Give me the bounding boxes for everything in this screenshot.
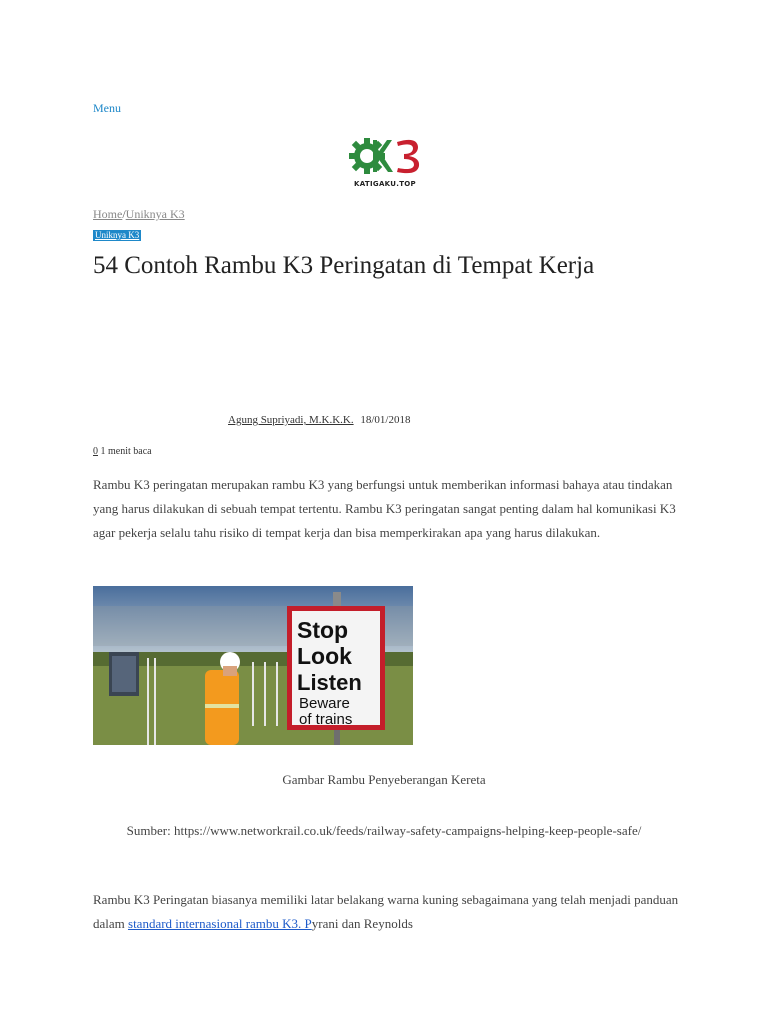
image-source: Sumber: https://www.networkrail.co.uk/feeds/railway-safety-campaigns-helping-keep-people-safe/ <box>126 823 642 838</box>
breadcrumb-home[interactable]: Home <box>93 207 123 221</box>
standard-link[interactable]: standard internasional rambu K3. P <box>128 916 312 931</box>
sign-text-of-trains: of trains <box>299 711 353 728</box>
article-image <box>93 586 413 745</box>
site-logo[interactable] <box>347 132 423 192</box>
image-caption: Gambar Rambu Penyeberangan Kereta <box>282 772 486 787</box>
sign-text-beware: Beware <box>299 695 350 712</box>
sign-text-stop: Stop <box>297 617 349 643</box>
read-time: 1 menit baca <box>100 446 152 457</box>
comments-count-link[interactable]: 0 <box>93 446 98 457</box>
sign-text-listen: Listen <box>297 670 362 695</box>
railway-sign-photo <box>93 586 413 745</box>
author-link[interactable]: Agung Supriyadi, M.K.K.K. <box>228 414 354 426</box>
article-meta <box>228 414 410 426</box>
page-title: 54 Contoh Rambu K3 Peringatan di Tempat Kerja <box>93 252 595 279</box>
article-paragraph-1: Rambu K3 peringatan merupakan rambu K3 yang berfungsi untuk memberikan informasi bahaya atau tindakan yang harus dilakukan di sebuah tempat tertentu. Rambu K3 peringatan sangat penting dalam hal komunikasi K3 agar pekerja selalu tahu risiko di tempat kerja dan bisa memperkirakan apa yang harus dilakukan. <box>93 477 676 540</box>
paragraph-2-text-end: yrani dan Reynolds <box>311 916 413 931</box>
menu-link[interactable]: Menu <box>93 101 121 115</box>
breadcrumb-separator: / <box>122 207 126 221</box>
breadcrumb <box>93 207 185 222</box>
breadcrumb-category[interactable]: Uniknya K3 <box>125 207 185 221</box>
logo-text: KATIGAKU.TOP <box>354 180 416 188</box>
sign-text-look: Look <box>297 643 352 669</box>
paragraph-2-text-start: Rambu K3 Peringatan biasanya memiliki latar belakang warna kuning sebagaimana yang telah menjadi panduan dalam <box>93 892 679 931</box>
article-stats <box>93 446 152 457</box>
article-paragraph-2 <box>93 888 683 936</box>
publish-date: 18/01/2018 <box>360 414 411 426</box>
category-badge[interactable]: Uniknya K3 <box>95 230 140 240</box>
